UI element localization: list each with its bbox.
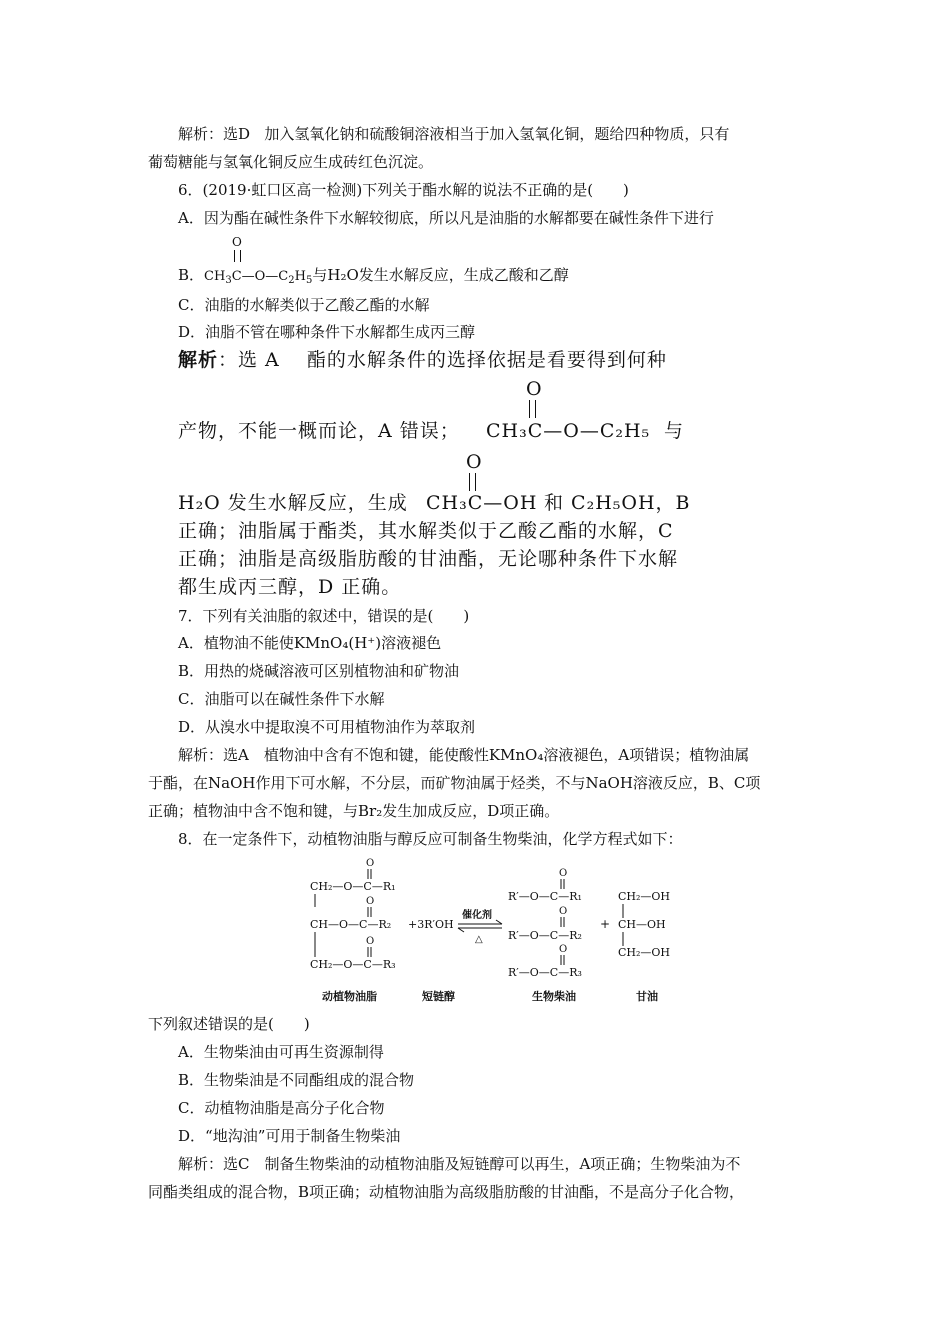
q6-answer-double-bond2 <box>469 473 476 491</box>
rxn-ester-1: R′—O—C—R₁ <box>508 890 582 903</box>
rxn-fat-ch2: CH₂—O—C—R₁ <box>310 880 396 893</box>
q5-answer-line1: 解析：选D 加入氢氧化钠和硫酸铜溶液相当于加入氢氧化铜，题给四种物质，只有 <box>178 125 730 143</box>
rxn-o-2: O <box>366 896 375 907</box>
q6-answer-line3: H₂O 发生水解反应，生成 <box>178 492 408 514</box>
rxn-fat-ch2b: CH₂—O—C—R₃ <box>310 958 396 971</box>
rxn-glycerol-3: CH₂—OH <box>618 946 671 959</box>
rxn-glycerol-2: CH—OH <box>618 918 666 931</box>
q7-answer-line2: 于酯，在NaOH作用下可水解，不分层，而矿物油属于烃类，不与NaOH溶液反应，B、C项 <box>148 774 761 792</box>
rxn-fat-ch: CH—O—C—R₂ <box>310 918 392 931</box>
q6-answer-line5: 正确；油脂是高级脂肪酸的甘油酯，无论哪种条件下水解 <box>178 548 679 570</box>
q7-answer-line1: 解析：选A 植物油中含有不饱和键，能使酸性KMnO₄溶液褪色，A项错误；植物油属 <box>178 746 750 764</box>
rxn-o-1: O <box>366 858 375 869</box>
rxn-o-5: O <box>559 906 568 917</box>
q6-answer-line4: 正确；油脂属于酯类，其水解类似于乙酸乙酯的水解，C <box>178 520 674 542</box>
q6-option-a: A．因为酯在碱性条件下水解较彻底，所以凡是油脂的水解都要在碱性条件下进行 <box>178 209 714 227</box>
rxn-label-alcohol: 短链醇 <box>422 990 455 1003</box>
rxn-o-3: O <box>366 936 375 947</box>
rxn-heat: △ <box>475 934 483 945</box>
q6-stem: 6．(2019·虹口区高一检测)下列关于酯水解的说法不正确的是( ) <box>178 181 629 199</box>
rxn-label-glycerol: 甘油 <box>636 990 658 1003</box>
q7-option-c: C．油脂可以在碱性条件下水解 <box>178 690 385 708</box>
q6-answer-line2-formula: CH₃C—O—C₂H₅ <box>486 420 651 442</box>
q6-answer-carbonyl-o1: O <box>526 378 543 400</box>
q6-option-b: B．$CH_3C—O—C_2H_5$与H₂O发生水解反应，生成乙酸和乙醇 <box>178 266 569 286</box>
q6-answer-line1: 解析：选 A 酯的水解条件的选择依据是看要得到何种 <box>178 349 667 371</box>
q6-answer-line6: 都生成丙三醇，D 正确。 <box>178 576 402 598</box>
q5-answer-line2: 葡萄糖能与氢氧化铜反应生成砖红色沉淀。 <box>148 153 434 171</box>
q8-option-a: A．生物柴油由可再生资源制得 <box>178 1043 384 1061</box>
q6-answer-carbonyl-o2: O <box>466 451 483 473</box>
rxn-glycerol-1: CH₂—OH <box>618 890 671 903</box>
q8-option-b: B．生物柴油是不同酯组成的混合物 <box>178 1071 415 1089</box>
q6-optb-carbonyl-o: O <box>232 235 242 249</box>
q6-optb-double-bond <box>234 250 241 262</box>
q7-option-a: A．植物油不能使KMnO₄(H⁺)溶液褪色 <box>178 634 442 652</box>
rxn-o-6: O <box>559 944 568 955</box>
q6-option-d: D．油脂不管在哪种条件下水解都生成丙三醇 <box>178 323 476 341</box>
q7-option-d: D．从溴水中提取溴不可用植物油作为萃取剂 <box>178 718 476 736</box>
rxn-reagent: +3R′OH <box>408 918 454 931</box>
rxn-ester-3: R′—O—C—R₃ <box>508 966 582 979</box>
q6-answer-double-bond1 <box>529 400 536 418</box>
rxn-o-4: O <box>559 868 568 879</box>
q7-stem: 7．下列有关油脂的叙述中，错误的是( ) <box>178 607 470 625</box>
q8-option-d: D．“地沟油”可用于制备生物柴油 <box>178 1127 401 1145</box>
rxn-ester-2: R′—O—C—R₂ <box>508 929 582 942</box>
q6-answer-line3-rest: 和 C₂H₅OH，B <box>544 492 691 514</box>
q8-reaction-diagram <box>300 852 700 1012</box>
q8-option-c: C．动植物油脂是高分子化合物 <box>178 1099 385 1117</box>
q8-stem: 8．在一定条件下，动植物油脂与醇反应可制备生物柴油，化学方程式如下： <box>178 830 683 848</box>
q6-option-c: C．油脂的水解类似于乙酸乙酯的水解 <box>178 296 430 314</box>
q8-answer-line1: 解析：选C 制备生物柴油的动植物油脂及短链醇可以再生，A项正确；生物柴油为不 <box>178 1155 741 1173</box>
rxn-label-fat: 动植物油脂 <box>322 990 377 1003</box>
q8-answer-line2: 同酯类组成的混合物，B项正确；动植物油脂为高级脂肪酸的甘油酯，不是高分子化合物， <box>148 1183 745 1201</box>
q8-question: 下列叙述错误的是( ) <box>148 1015 310 1033</box>
rxn-label-biodiesel: 生物柴油 <box>532 990 576 1003</box>
rxn-catalyst: 催化剂 <box>462 910 492 921</box>
q6-answer-line2-and: 与 <box>664 420 685 442</box>
q7-answer-line3: 正确；植物油中含不饱和键，与Br₂发生加成反应，D项正确。 <box>148 802 560 820</box>
q6-answer-line3-formula: CH₃C—OH <box>426 492 538 514</box>
q7-option-b: B．用热的烧碱溶液可区别植物油和矿物油 <box>178 662 460 680</box>
rxn-plus: + <box>600 917 611 931</box>
q6-answer-line2: 产物，不能一概而论，A 错误； <box>178 420 460 442</box>
